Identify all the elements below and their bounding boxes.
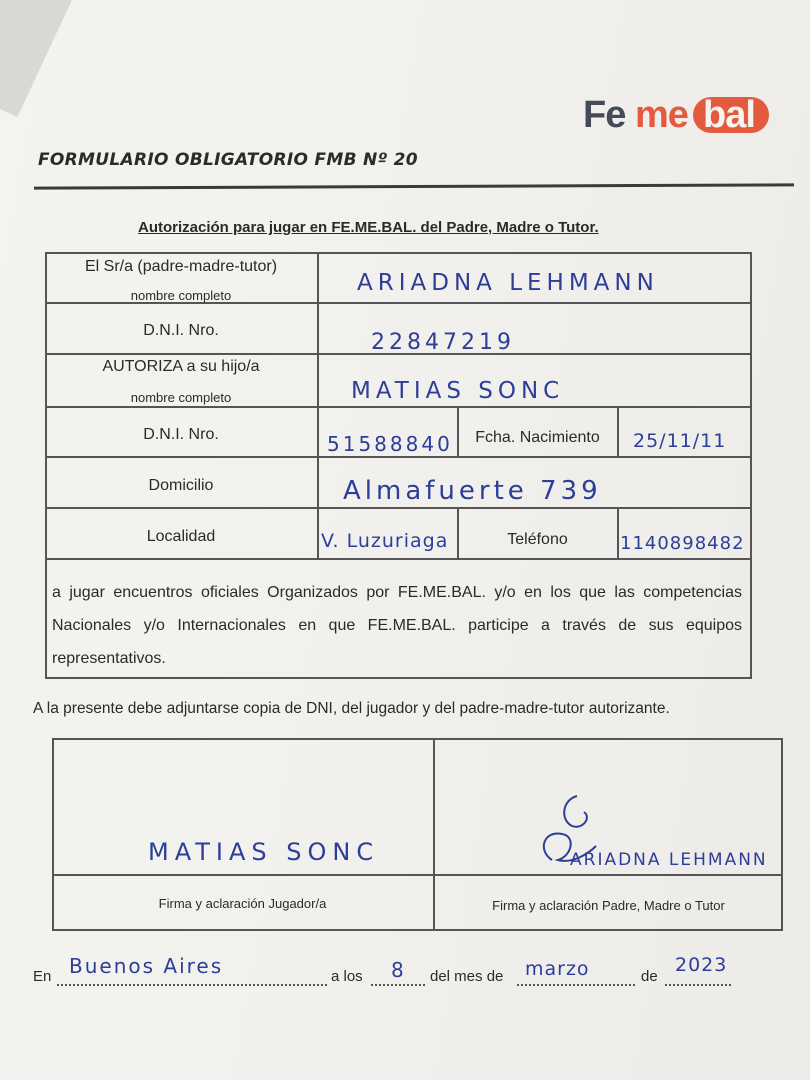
alos-value: 8 (391, 958, 407, 982)
de-dots (665, 984, 731, 986)
logo-text-me: me (635, 94, 688, 136)
form-title: FORMULARIO OBLIGATORIO FMB Nº 20 (38, 150, 418, 170)
player-dni-value: 51588840 (327, 432, 453, 456)
telefono-value: 1140898482 (620, 533, 745, 554)
en-dots (57, 984, 327, 986)
parent-signature: ARIADNA LEHMANN (570, 850, 768, 870)
table-border-right (750, 252, 752, 678)
paper-shadow (0, 0, 72, 117)
row-sep-4 (45, 456, 751, 458)
mes-dots (517, 984, 635, 986)
place-date-line (33, 954, 793, 1000)
row-sep-5 (45, 507, 751, 509)
player-signature-label: Firma y aclaración Jugador/a (158, 896, 327, 911)
de-label: de (641, 968, 658, 985)
localidad-label: Localidad (146, 528, 216, 545)
title-divider (34, 183, 794, 189)
authorization-heading: Autorización para jugar en FE.ME.BAL. del Padre, Madre o Tutor. (138, 219, 599, 236)
authorization-paragraph: a jugar encuentros oficiales Organizados por FE.ME.BAL. y/o en los que las competencias Nacionales y/o Internacionales en que FE.ME.BAL. participe a través de sus equipos representativos. (52, 584, 742, 667)
player-signature: MATIAS SONC (148, 838, 380, 866)
parent-signature-label: Firma y aclaración Padre, Madre o Tutor (492, 898, 725, 913)
dni-label-tutor: D.N.I. Nro. (143, 322, 219, 339)
telefono-label: Teléfono (507, 531, 568, 548)
en-label: En (33, 968, 52, 985)
attachment-note: A la presente debe adjuntarse copia de DNI, del jugador y del padre-madre-tutor autorizante. (33, 700, 670, 717)
tutor-dni-value: 22847219 (371, 330, 515, 355)
tutor-sublabel: nombre completo (130, 288, 232, 303)
logo-text-bal: bal (703, 94, 755, 136)
logo-text-fe: Fe (583, 94, 626, 136)
alos-label: a los (331, 968, 363, 985)
row-sep-3 (45, 406, 751, 408)
alos-dots (371, 984, 425, 986)
domicilio-label: Domicilio (148, 477, 214, 494)
table-border-bottom (45, 677, 752, 679)
col-sep-telefono (617, 508, 619, 558)
autoriza-sublabel: nombre completo (130, 390, 232, 405)
table-border-top (45, 252, 751, 254)
mes-label: del mes de (430, 968, 504, 985)
autoriza-label: AUTORIZA a su hijo/a (102, 358, 260, 375)
sig-border-top (52, 738, 782, 740)
localidad-value: V. Luzuriaga (321, 530, 449, 552)
player-name-value: MATIAS SONC (351, 378, 565, 404)
row-sep-6 (45, 558, 751, 560)
col-sep-main (317, 252, 319, 559)
de-value: 2023 (675, 954, 728, 976)
sig-border-bottom (52, 929, 783, 931)
sig-row-sep (52, 874, 782, 876)
dni-label-player: D.N.I. Nro. (143, 426, 219, 443)
mes-value: marzo (525, 958, 590, 980)
en-value: Buenos Aires (69, 954, 224, 978)
signature-table (52, 738, 782, 930)
fecha-nacimiento-label: Fcha. Nacimiento (475, 429, 600, 446)
col-sep-fecha (617, 407, 619, 457)
tutor-name-value: ARIADNA LEHMANN (357, 270, 659, 296)
domicilio-value: Almafuerte 739 (343, 476, 602, 506)
table-border-left (45, 252, 47, 678)
tutor-label: El Sr/a (padre-madre-tutor) (84, 258, 278, 275)
birth-date-value: 25/11/11 (633, 430, 727, 452)
